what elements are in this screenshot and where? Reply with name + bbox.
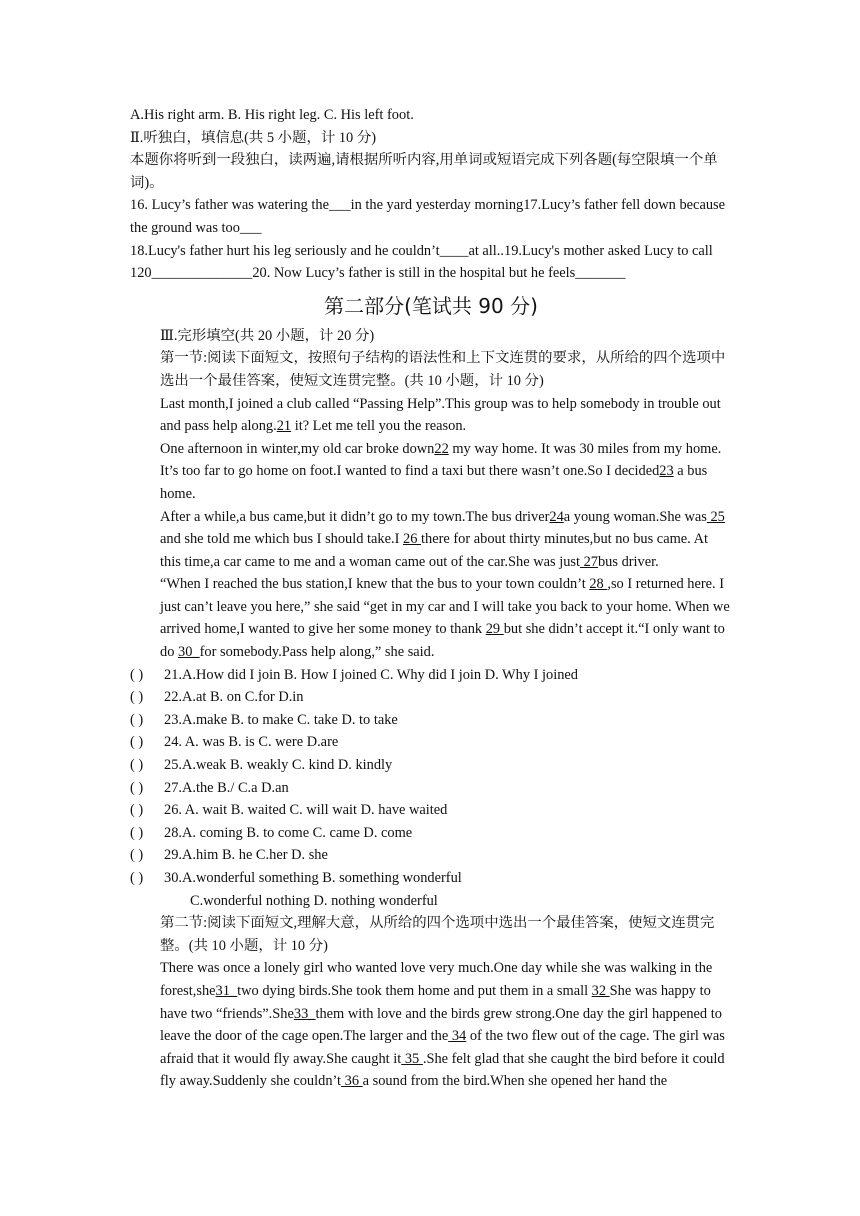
blank-32: 32	[591, 982, 610, 999]
option-row	[130, 709, 732, 732]
text: bus driver.	[597, 553, 659, 570]
option-line-15: A.His right arm. B. His right leg. C. His left foot.	[130, 107, 414, 123]
blank-21: 21	[276, 418, 292, 435]
option-row	[130, 867, 732, 890]
option-row	[130, 664, 732, 687]
blank-36: 36	[341, 1073, 363, 1090]
answer-paren: ( )	[130, 689, 144, 706]
answer-paren: ( )	[130, 824, 144, 841]
document-page	[130, 104, 732, 1093]
option-text: 23.A.make B. to make C. take D. to take	[164, 711, 398, 728]
text: a young woman.She was	[563, 508, 707, 525]
option-row	[130, 686, 732, 709]
text: .She felt glad that she caught the bird before it could fly away.Suddenly she couldn’t	[160, 1050, 725, 1090]
text: my way home. It was 30 miles from my home. It’s too far to go home on foot.I wanted to find a taxi but there wasn’t one.So I decided	[160, 440, 722, 480]
blank-24: 24	[549, 508, 564, 525]
passage-paragraph-1	[130, 393, 732, 438]
text: ,so I returned here. I just can’t leave you here,” she said “get in my car and I will take you back to your home. When we arrived home,I wanted to give her some money to thank	[160, 576, 730, 638]
blank-23: 23	[659, 463, 674, 480]
answer-paren: ( )	[130, 734, 144, 751]
option-text: 21.A.How did I join B. How I joined C. Why did I join D. Why I joined	[164, 666, 578, 683]
blank-22: 22	[434, 440, 449, 457]
blank-34: 34	[448, 1028, 467, 1045]
passage-paragraph-4	[130, 573, 732, 663]
option-text: 24. A. was B. is C. were D.are	[164, 734, 339, 751]
questions-16-17: 16. Lucy’s father was watering the___in the yard yesterday morning17.Lucy’s father fell down because the ground was too___	[130, 197, 726, 236]
answer-paren: ( )	[130, 802, 144, 819]
section-ii-instructions: 本题你将听到一段独白，读两遍,请根据所听内容,用单词或短语完成下列各题(每空限填一个单词)。	[130, 152, 718, 191]
section-2-instructions: 第二节:阅读下面短文,理解大意，从所给的四个选项中选出一个最佳答案，使短文连贯完整。(共 10 小题，计 10 分)	[160, 915, 715, 954]
blank-27: 27	[579, 553, 598, 570]
questions-18-20: 18.Lucy's father hurt his leg seriously and he couldn’t____at all..19.Lucy's mother asked Lucy to call 120______________20. Now Lucy’s father is still in the hospital but he feels_______	[130, 242, 713, 282]
text: There was once a lonely girl who wanted love very much.One day while she was walking in the forest,she	[160, 960, 713, 999]
text: Last month,I joined a club called “Passing Help”.This group was to help somebody in trouble out and pass help along.	[160, 395, 721, 435]
text: She was happy to have two “friends”.She	[160, 982, 711, 1022]
blank-30: 30_	[178, 644, 200, 661]
section-iii-heading: Ⅲ.完形填空(共 20 小题，计 20 分)	[160, 327, 375, 344]
option-row	[130, 844, 732, 867]
passage-2-paragraph	[130, 957, 732, 1093]
option-row	[130, 822, 732, 845]
text: them with love and the birds grew strong.One day the girl happened to leave the door of the cage open.The larger and the	[160, 1005, 722, 1045]
option-text: 29.A.him B. he C.her D. she	[164, 847, 328, 864]
text: for somebody.Pass help along,” she said.	[199, 644, 435, 661]
part-two-title: 第二部分(笔试共 90 分)	[324, 293, 538, 318]
blank-25: 25	[706, 508, 725, 525]
text: a bus home.	[160, 463, 708, 502]
text: there for about thirty minutes,but no bus came. At this time,a car came to me and a woman came out of the car.She was just	[160, 531, 708, 570]
answer-paren: ( )	[130, 779, 144, 796]
option-text: 22.A.at B. on C.for D.in	[164, 689, 304, 706]
passage-paragraph-3	[130, 506, 732, 574]
text: a sound from the bird.When she opened her hand the	[362, 1073, 668, 1090]
answer-paren: ( )	[130, 666, 144, 683]
section-ii-heading: Ⅱ.听独白，填信息(共 5 小题，计 10 分)	[130, 129, 377, 146]
option-row	[130, 777, 732, 800]
answer-paren: ( )	[130, 870, 144, 886]
text: “When I reached the bus station,I knew that the bus to your town couldn’t	[160, 576, 590, 593]
option-text: 26. A. wait B. waited C. will wait D. have waited	[164, 802, 448, 819]
blank-26: 26	[403, 531, 421, 548]
option-text: 25.A.weak B. weakly C. kind D. kindly	[164, 757, 393, 774]
option-text: 27.A.the B./ C.a D.an	[164, 779, 289, 796]
option-row	[130, 754, 732, 777]
text: One afternoon in winter,my old car broke down	[160, 440, 435, 457]
blank-31: 31_	[215, 982, 238, 999]
text: two dying birds.She took them home and put them in a small	[237, 982, 592, 999]
text: and she told me which bus I should take.I	[160, 531, 403, 548]
option-text: 28.A. coming B. to come C. came D. come	[164, 824, 413, 841]
answer-paren: ( )	[130, 711, 144, 728]
blank-35: 35	[401, 1050, 423, 1067]
blank-29: 29	[485, 621, 504, 638]
option-row	[130, 731, 732, 754]
blank-28: 28	[589, 576, 608, 593]
answer-paren: ( )	[130, 757, 144, 774]
option-row	[130, 799, 732, 822]
blank-33: 33_	[293, 1005, 316, 1022]
answer-paren: ( )	[130, 847, 144, 864]
option-row-30-continued: C.wonderful nothing D. nothing wonderful	[190, 892, 438, 909]
section-iii-instructions: 第一节:阅读下面短文，按照句子结构的语法性和上下文连贯的要求，从所给的四个选项中选出一个最佳答案，使短文连贯完整。(共 10 小题，计 10 分)	[160, 350, 726, 389]
text: it? Let me tell you the reason.	[291, 418, 467, 435]
text: but she didn’t accept it.“I only want to do	[160, 621, 725, 661]
passage-paragraph-2	[130, 438, 732, 506]
text: of the two flew out of the cage. The girl was afraid that it would fly away.She caught it	[160, 1028, 725, 1067]
text: After a while,a bus came,but it didn’t go to my town.The bus driver	[160, 508, 550, 525]
option-text: 30.A.wonderful something B. something wonderful	[164, 870, 462, 886]
